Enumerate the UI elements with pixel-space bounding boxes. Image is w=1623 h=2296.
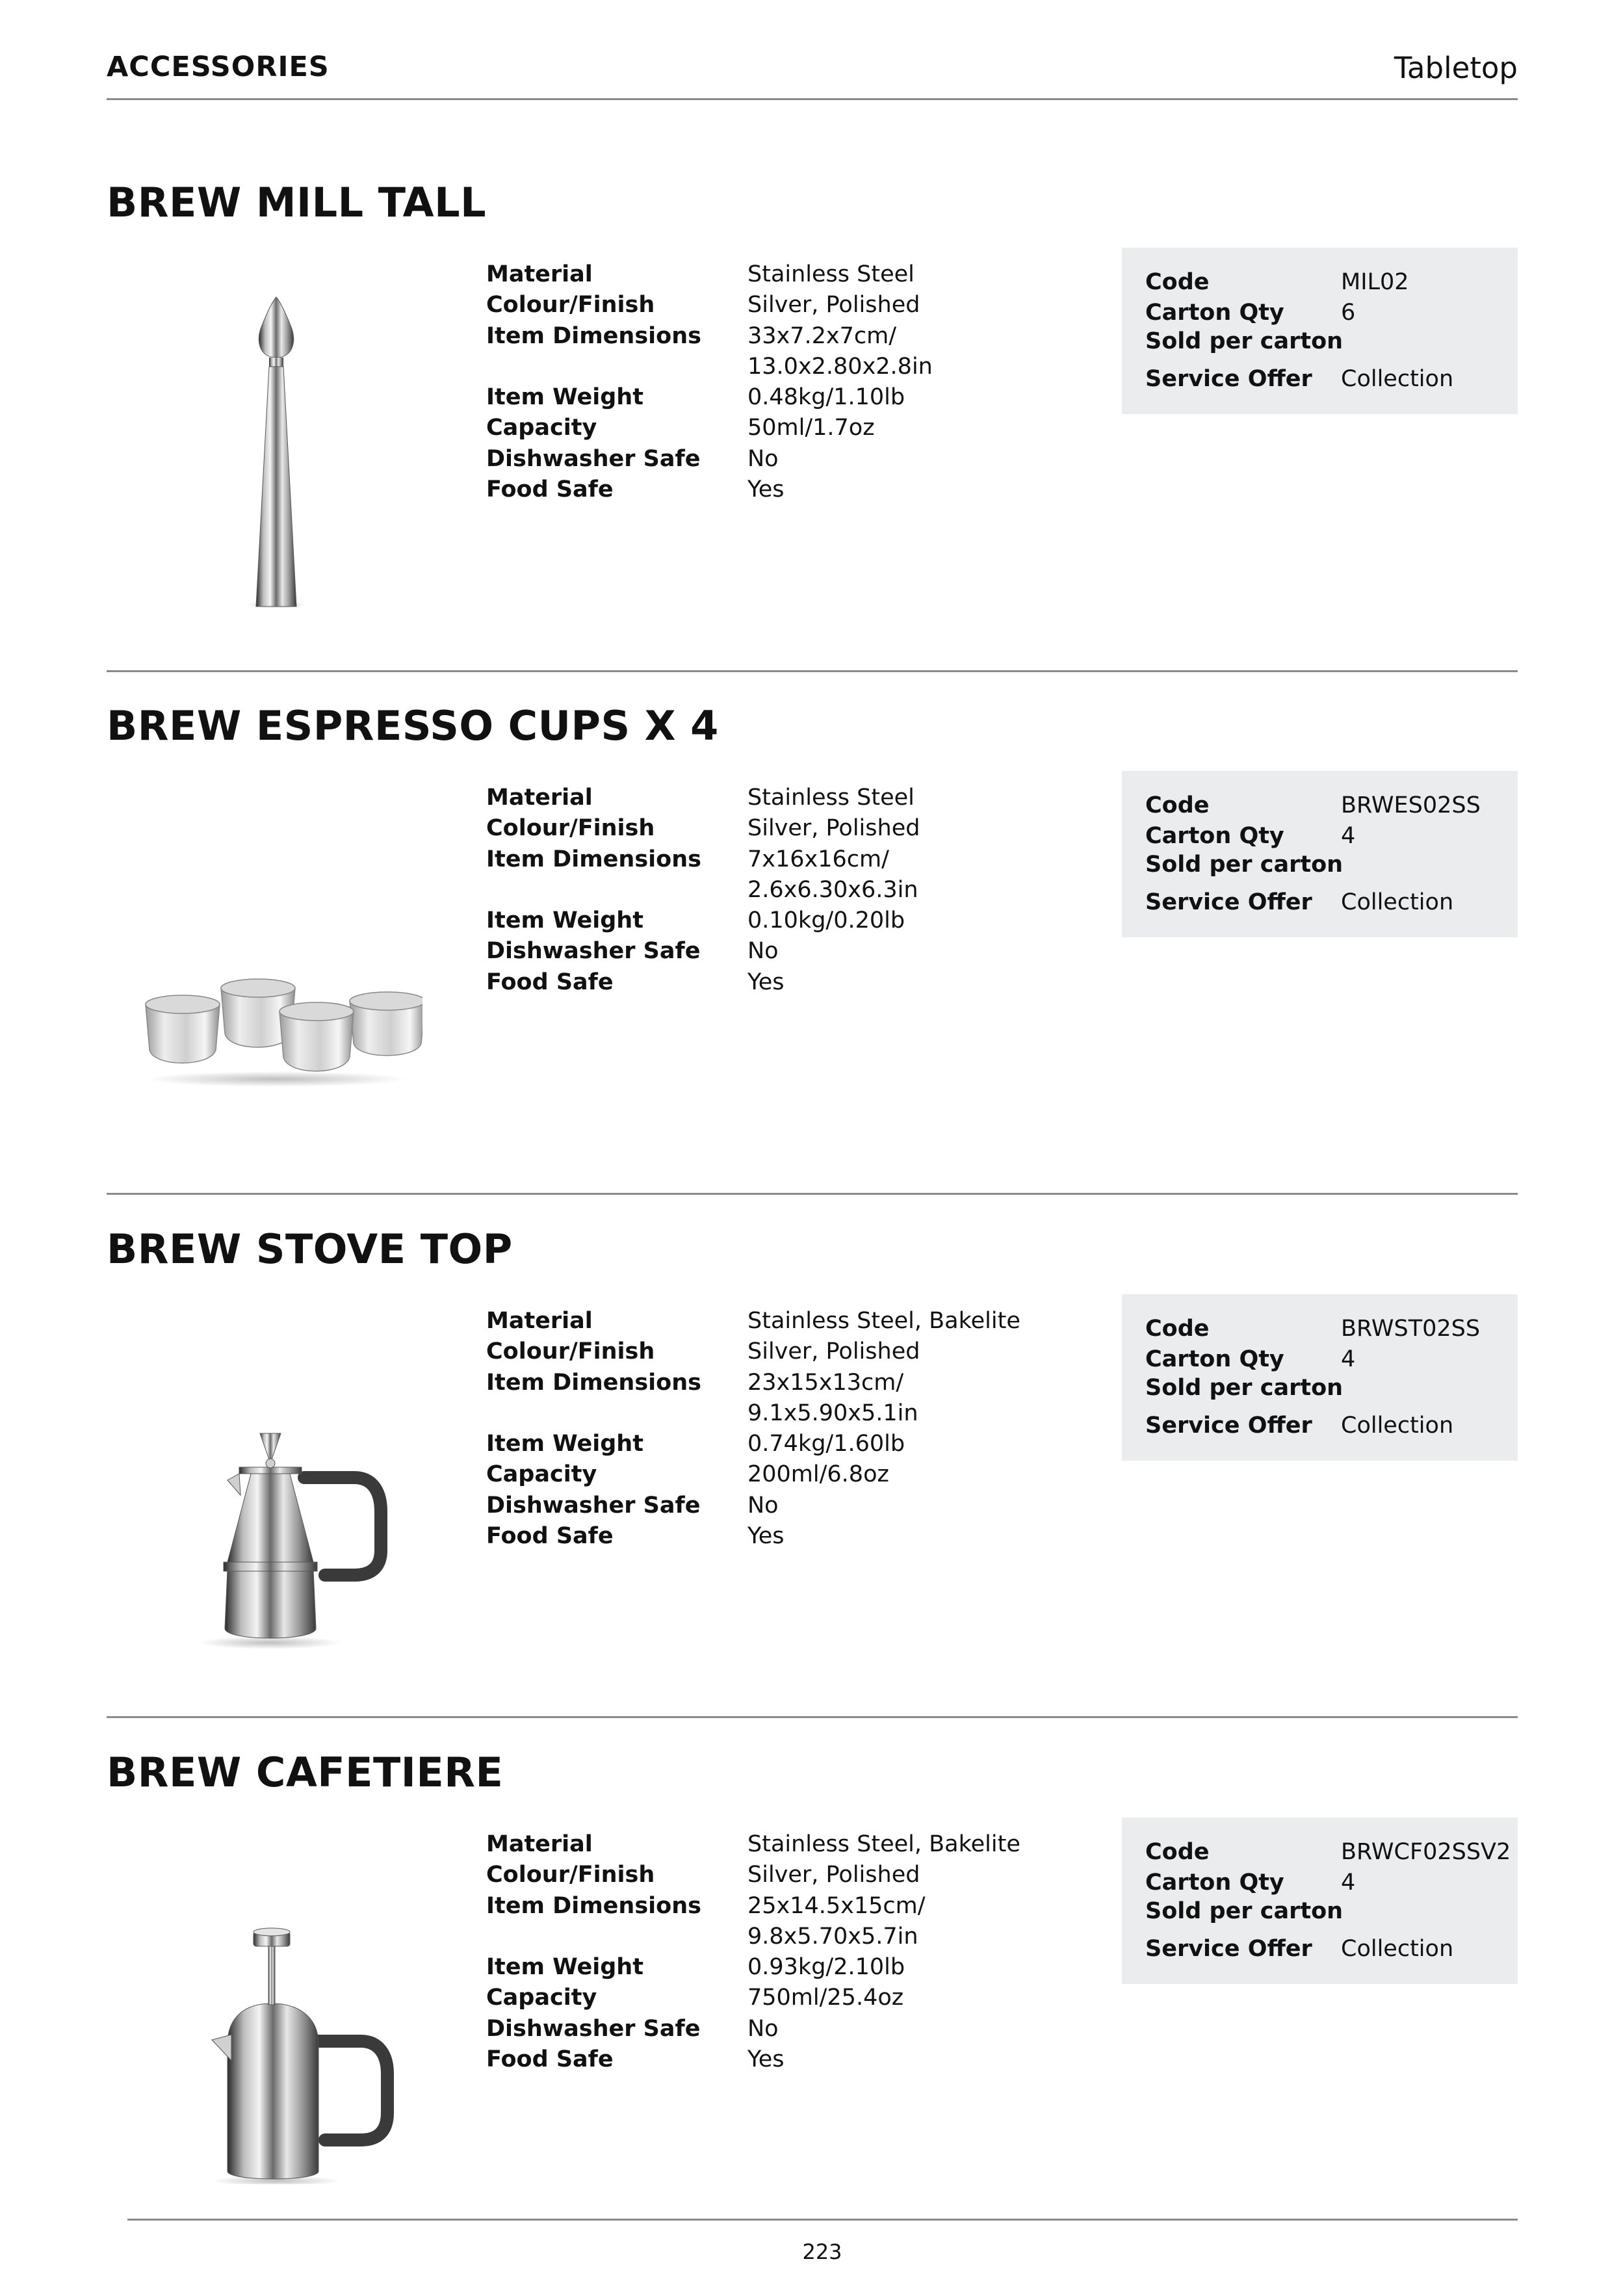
info-label-carton-qty: Carton Qty [1145,1870,1284,1896]
spec-label-dimensions: Item Dimensions [486,1892,701,1919]
section-divider [107,1193,1518,1195]
info-label-sold-per: Sold per carton [1145,852,1344,878]
spec-label-dishwasher: Dishwasher Safe [486,2015,701,2042]
spec-value-capacity: 50ml/1.7oz [747,415,875,441]
product-section [0,702,1623,1183]
page-number: 223 [802,2239,842,2264]
spec-value-colour: Silver, Polished [747,1338,920,1365]
spec-label-dishwasher: Dishwasher Safe [486,1492,701,1519]
spec-label-weight: Item Weight [486,384,643,411]
spec-value-dimensions-in: 13.0x2.80x2.8in [747,353,933,380]
spec-label-dishwasher: Dishwasher Safe [486,445,701,472]
spec-label-weight: Item Weight [486,1954,643,1981]
spec-value-colour: Silver, Polished [747,815,920,842]
spec-value-weight: 0.93kg/2.10lb [747,1954,905,1981]
spec-value-food: Yes [747,1523,785,1550]
stove-top-icon [130,1297,422,1661]
spec-label-capacity: Capacity [486,1985,597,2011]
product-section [0,1225,1623,1706]
info-label-sold-per: Sold per carton [1145,1375,1344,1401]
espresso-cups-icon [130,774,422,1138]
spec-value-food: Yes [747,969,785,995]
cafetiere-icon [130,1820,422,2184]
spec-value-weight: 0.10kg/0.20lb [747,907,905,934]
info-label-service: Service Offer [1145,1936,1312,1962]
info-label-code: Code [1145,792,1210,818]
info-label-sold-per: Sold per carton [1145,1898,1344,1924]
spec-value-food: Yes [747,476,785,503]
footer-divider [127,2219,1518,2221]
spec-value-material: Stainless Steel [747,785,915,811]
spec-label-food: Food Safe [486,1523,614,1550]
info-value-carton-qty: 4 [1341,1346,1356,1372]
page-header-section: Tabletop [1394,51,1518,85]
spec-label-colour: Colour/Finish [486,1862,655,1888]
spec-label-dimensions: Item Dimensions [486,846,701,872]
spec-value-capacity: 750ml/25.4oz [747,1985,904,2011]
info-label-sold-per: Sold per carton [1145,328,1344,354]
spec-label-material: Material [486,261,593,287]
spec-value-dishwasher: No [747,938,779,965]
spec-value-colour: Silver, Polished [747,292,920,319]
spec-value-weight: 0.48kg/1.10lb [747,384,905,411]
spec-value-dishwasher: No [747,2015,779,2042]
product-title: BREW CAFETIERE [107,1749,504,1796]
info-label-service: Service Offer [1145,1413,1312,1439]
spec-value-dimensions-cm: 7x16x16cm/ [747,846,889,872]
spec-value-dimensions-in: 2.6x6.30x6.3in [747,876,918,903]
product-title: BREW STOVE TOP [107,1225,513,1273]
spec-value-colour: Silver, Polished [747,1862,920,1888]
spec-value-material: Stainless Steel, Bakelite [747,1308,1020,1334]
spec-value-weight: 0.74kg/1.60lb [747,1431,905,1457]
info-value-service: Collection [1341,1936,1454,1962]
order-info-box [1122,248,1518,414]
spec-label-food: Food Safe [486,969,614,995]
spec-value-material: Stainless Steel [747,261,915,287]
info-label-service: Service Offer [1145,889,1312,915]
pepper-mill-icon [130,250,422,614]
spec-value-dimensions-cm: 23x15x13cm/ [747,1369,904,1396]
info-value-code: BRWST02SS [1341,1316,1481,1342]
info-value-code: MIL02 [1341,269,1409,295]
spec-value-capacity: 200ml/6.8oz [747,1461,889,1488]
spec-value-dishwasher: No [747,1492,779,1519]
product-section [0,179,1623,660]
spec-label-capacity: Capacity [486,1461,597,1488]
spec-label-material: Material [486,1831,593,1857]
product-title: BREW MILL TALL [107,179,487,226]
page-header-category: ACCESSORIES [107,51,330,83]
spec-label-dimensions: Item Dimensions [486,322,701,349]
product-section [0,1749,1623,2230]
info-value-service: Collection [1341,889,1454,915]
info-label-code: Code [1145,1316,1210,1342]
info-value-code: BRWES02SS [1341,792,1481,818]
info-label-code: Code [1145,269,1210,295]
spec-value-dimensions-cm: 25x14.5x15cm/ [747,1892,926,1919]
spec-value-dimensions-cm: 33x7.2x7cm/ [747,322,897,349]
section-divider [107,670,1518,672]
spec-label-dishwasher: Dishwasher Safe [486,938,701,965]
info-label-carton-qty: Carton Qty [1145,1346,1284,1372]
info-value-carton-qty: 4 [1341,823,1356,849]
order-info-box [1122,1294,1518,1461]
spec-label-material: Material [486,1308,593,1334]
spec-label-colour: Colour/Finish [486,815,655,842]
info-value-carton-qty: 4 [1341,1870,1356,1896]
spec-value-material: Stainless Steel, Bakelite [747,1831,1020,1857]
product-title: BREW ESPRESSO CUPS X 4 [107,702,719,750]
info-value-service: Collection [1341,366,1454,392]
spec-label-colour: Colour/Finish [486,1338,655,1365]
section-divider [107,1716,1518,1718]
order-info-box [1122,771,1518,937]
spec-value-food: Yes [747,2046,785,2073]
spec-value-dimensions-in: 9.1x5.90x5.1in [747,1400,918,1426]
info-label-service: Service Offer [1145,366,1312,392]
spec-label-material: Material [486,785,593,811]
spec-label-food: Food Safe [486,2046,614,2073]
info-value-carton-qty: 6 [1341,300,1356,326]
spec-value-dishwasher: No [747,445,779,472]
spec-label-weight: Item Weight [486,1431,643,1457]
info-value-service: Collection [1341,1413,1454,1439]
info-label-carton-qty: Carton Qty [1145,300,1284,326]
info-label-carton-qty: Carton Qty [1145,823,1284,849]
spec-label-colour: Colour/Finish [486,292,655,319]
spec-label-capacity: Capacity [486,415,597,441]
spec-label-food: Food Safe [486,476,614,503]
spec-label-dimensions: Item Dimensions [486,1369,701,1396]
spec-value-dimensions-in: 9.8x5.70x5.7in [747,1923,918,1950]
spec-label-weight: Item Weight [486,907,643,934]
info-label-code: Code [1145,1839,1210,1865]
order-info-box [1122,1818,1518,1984]
info-value-code: BRWCF02SSV2 [1341,1839,1511,1865]
header-divider [107,98,1518,100]
